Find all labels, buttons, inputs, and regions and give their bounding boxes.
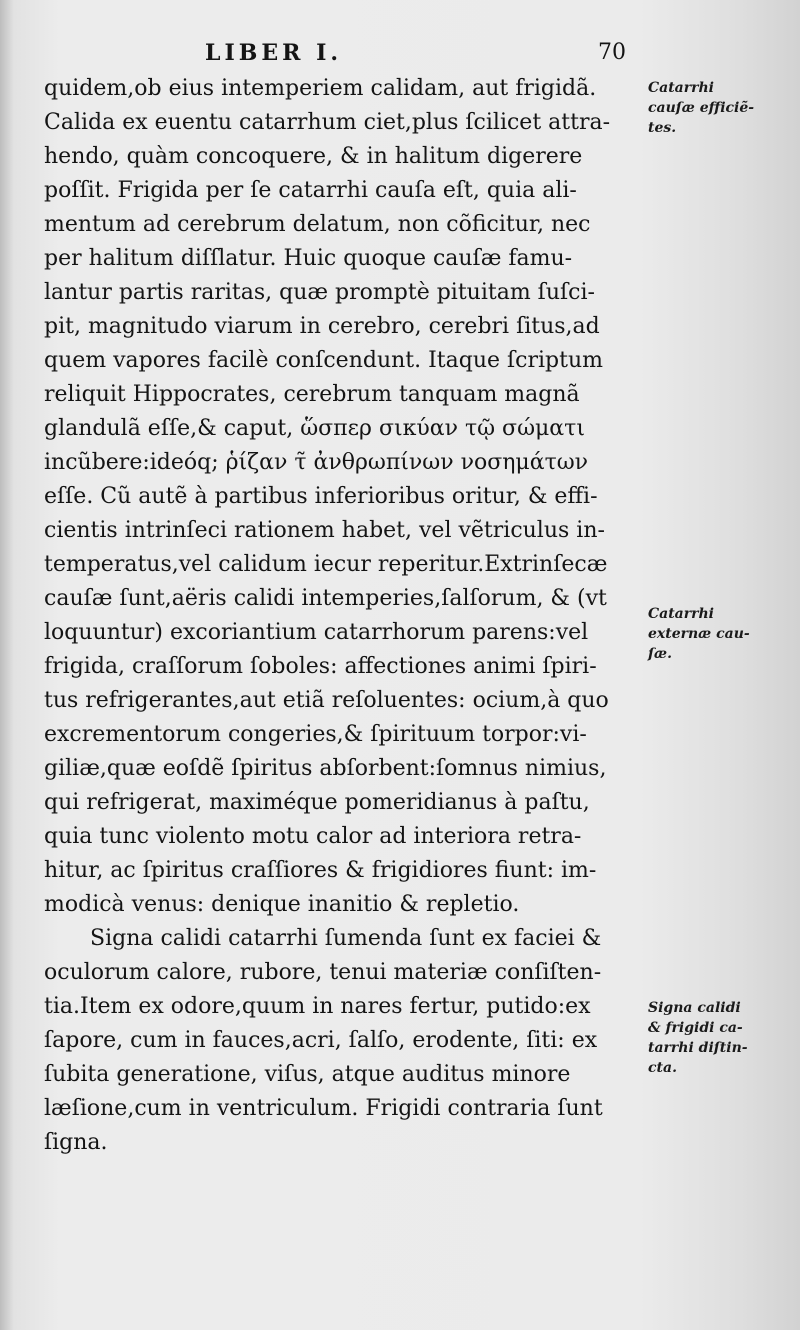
text-line: cauſæ ſunt,aëris calidi intemperies,ſalſorum, & (vt [44, 586, 607, 611]
text-line: quem vapores facilè conſcendunt. Itaque ſcriptum [44, 348, 604, 373]
text-line: eſſe. Cũ autẽ à partibus inferioribus oritur, & effi- [44, 484, 598, 509]
text-line: lantur partis raritas, quæ promptè pituitam ſuſci- [44, 280, 595, 305]
text-line-greek: glandulã eſſe,& caput, ὥσπερ σικύαν τῷ σώματι [44, 416, 585, 441]
margin-note-line: ſæ. [648, 646, 672, 662]
text-line: modicà venus: denique inanitio & repletio. [44, 892, 520, 917]
text-line: ſigna. [44, 1130, 108, 1155]
margin-note-line: externæ cau- [648, 626, 750, 642]
margin-note-catarrhi-externae-causae [648, 604, 750, 664]
text-line: tus refrigerantes,aut etiã reſoluentes: ocium,à quo [44, 688, 609, 713]
text-line: reliquit Hippocrates, cerebrum tanquam magnã [44, 382, 580, 407]
text-line: hendo, quàm concoquere, & in halitum digerere [44, 144, 583, 169]
text-line: hitur, ac ſpiritus craſſiores & frigidiores fiunt: im- [44, 858, 597, 883]
running-title: LIBER I. [205, 40, 343, 66]
main-text-block [44, 72, 644, 1160]
margin-note-signa-calidi-frigidi [648, 998, 748, 1078]
text-line: per halitum diſſlatur. Huic quoque cauſæ famu- [44, 246, 573, 271]
text-line: giliæ,quæ eoſdẽ ſpiritus abſorbent:ſomnus nimius, [44, 756, 607, 781]
margin-note-line: Catarrhi [648, 606, 715, 622]
text-line: pit, magnitudo viarum in cerebro, cerebri ſitus,ad [44, 314, 600, 339]
text-line: poſſit. Frigida per ſe catarrhi cauſa eſt, quia ali- [44, 178, 577, 203]
margin-note-line: Signa calidi [648, 1000, 741, 1016]
text-line: excrementorum congeries,& ſpirituum torpor:vi- [44, 722, 587, 747]
text-line: frigida, craſſorum ſoboles: affectiones animi ſpiri- [44, 654, 597, 679]
text-line-greek: incũbere:ideóq; ῥίζαν τ̃ ἀνθρωπίνων νοσημάτων [44, 450, 589, 475]
margin-note-line: & frigidi ca- [648, 1020, 743, 1036]
text-line: quia tunc violento motu calor ad interiora retra- [44, 824, 582, 849]
margin-note-catarrhi-causae-efficientes [648, 78, 754, 138]
text-line: ſubita generatione, viſus, atque auditus minore [44, 1062, 571, 1087]
text-line: loquuntur) excoriantium catarrhorum parens:vel [44, 620, 589, 645]
text-line: læſione,cum in ventriculum. Frigidi contraria ſunt [44, 1096, 603, 1121]
text-line: qui refrigerat, maximéque pomeridianus à paſtu, [44, 790, 590, 815]
paragraph-start-line: Signa calidi catarrhi ſumenda ſunt ex faciei & [90, 926, 602, 951]
text-line: oculorum calore, rubore, tenui materiæ conſiſten- [44, 960, 602, 985]
text-line: tia.Item ex odore,quum in nares fertur, putido:ex [44, 994, 591, 1019]
text-line: ſapore, cum in fauces,acri, ſalſo, erodente, ſiti: ex [44, 1028, 598, 1053]
text-line: temperatus,vel calidum iecur reperitur.Extrinſecæ [44, 552, 608, 577]
text-line: quidem,ob eius intemperiem calidam, aut frigidã. [44, 76, 597, 101]
margin-note-line: tarrhi diſtin- [648, 1040, 748, 1056]
margin-note-line: tes. [648, 120, 677, 136]
page-number: 70 [598, 40, 626, 65]
text-line: mentum ad cerebrum delatum, non cõficitur, nec [44, 212, 591, 237]
margin-note-line: cta. [648, 1060, 677, 1076]
text-line: cientis intrinſeci rationem habet, vel vẽtriculus in- [44, 518, 605, 543]
margin-note-line: cauſæ efficiẽ- [648, 100, 755, 116]
margin-note-line: Catarrhi [648, 80, 715, 96]
text-line: Calida ex euentu catarrhum ciet,plus ſcilicet attra- [44, 110, 611, 135]
